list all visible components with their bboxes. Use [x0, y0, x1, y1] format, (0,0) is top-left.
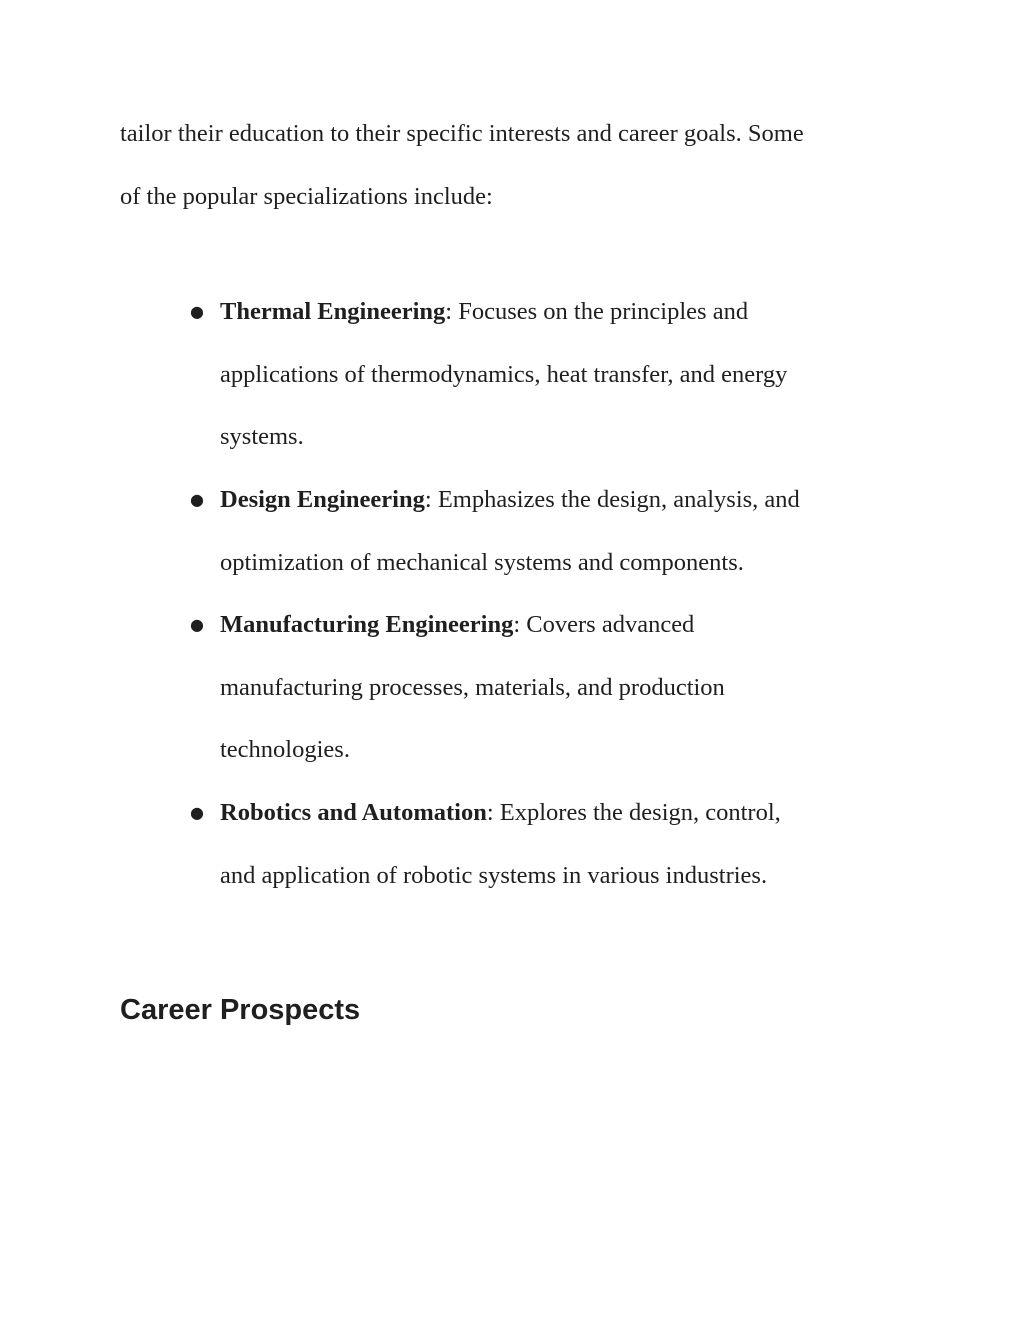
list-item-line: applications of thermodynamics, heat transfer, and energy — [220, 360, 788, 388]
intro-line: of the popular specializations include: — [120, 182, 493, 210]
intro-paragraph — [120, 103, 910, 228]
bullet-icon: ● — [190, 489, 204, 509]
list-item-line: and application of robotic systems in various industries. — [220, 861, 768, 889]
list-item-design-engineering — [190, 469, 910, 594]
list-item-line — [220, 782, 910, 845]
term-separator: : — [445, 298, 453, 326]
term-separator: : — [424, 485, 432, 513]
list-item-line: manufacturing processes, materials, and production — [220, 673, 725, 701]
list-item-line — [220, 469, 910, 532]
list-item-line — [220, 281, 910, 344]
section-heading: Career Prospects — [120, 994, 361, 1027]
list-item-line — [220, 594, 910, 657]
list-item-text: Explores the design, control, — [493, 798, 781, 826]
term-separator: : — [486, 798, 494, 826]
bullet-icon: ● — [190, 802, 204, 822]
list-item-manufacturing-engineering — [190, 594, 910, 782]
specialization-term: Thermal Engineering — [220, 298, 446, 326]
list-item-line: systems. — [220, 423, 304, 451]
list-item-thermal-engineering — [190, 281, 910, 469]
list-item-text: Covers advanced — [520, 611, 695, 639]
bullet-icon: ● — [190, 302, 204, 322]
specialization-term: Design Engineering — [220, 485, 425, 513]
bullet-icon: ● — [190, 615, 204, 635]
list-item-robotics-and-automation — [190, 782, 910, 907]
list-item-line: technologies. — [220, 736, 350, 764]
list-item-text: Emphasizes the design, analysis, and — [431, 485, 800, 513]
list-item-text: Focuses on the principles and — [452, 298, 749, 326]
document-page — [120, 103, 910, 1030]
specialization-term: Manufacturing Engineering — [220, 611, 514, 639]
list-item-line: optimization of mechanical systems and components. — [220, 548, 744, 576]
specialization-term: Robotics and Automation — [220, 798, 487, 826]
term-separator: : — [513, 611, 521, 639]
intro-line: tailor their education to their specific interests and career goals. Some — [120, 120, 804, 147]
specializations-list — [120, 281, 910, 907]
